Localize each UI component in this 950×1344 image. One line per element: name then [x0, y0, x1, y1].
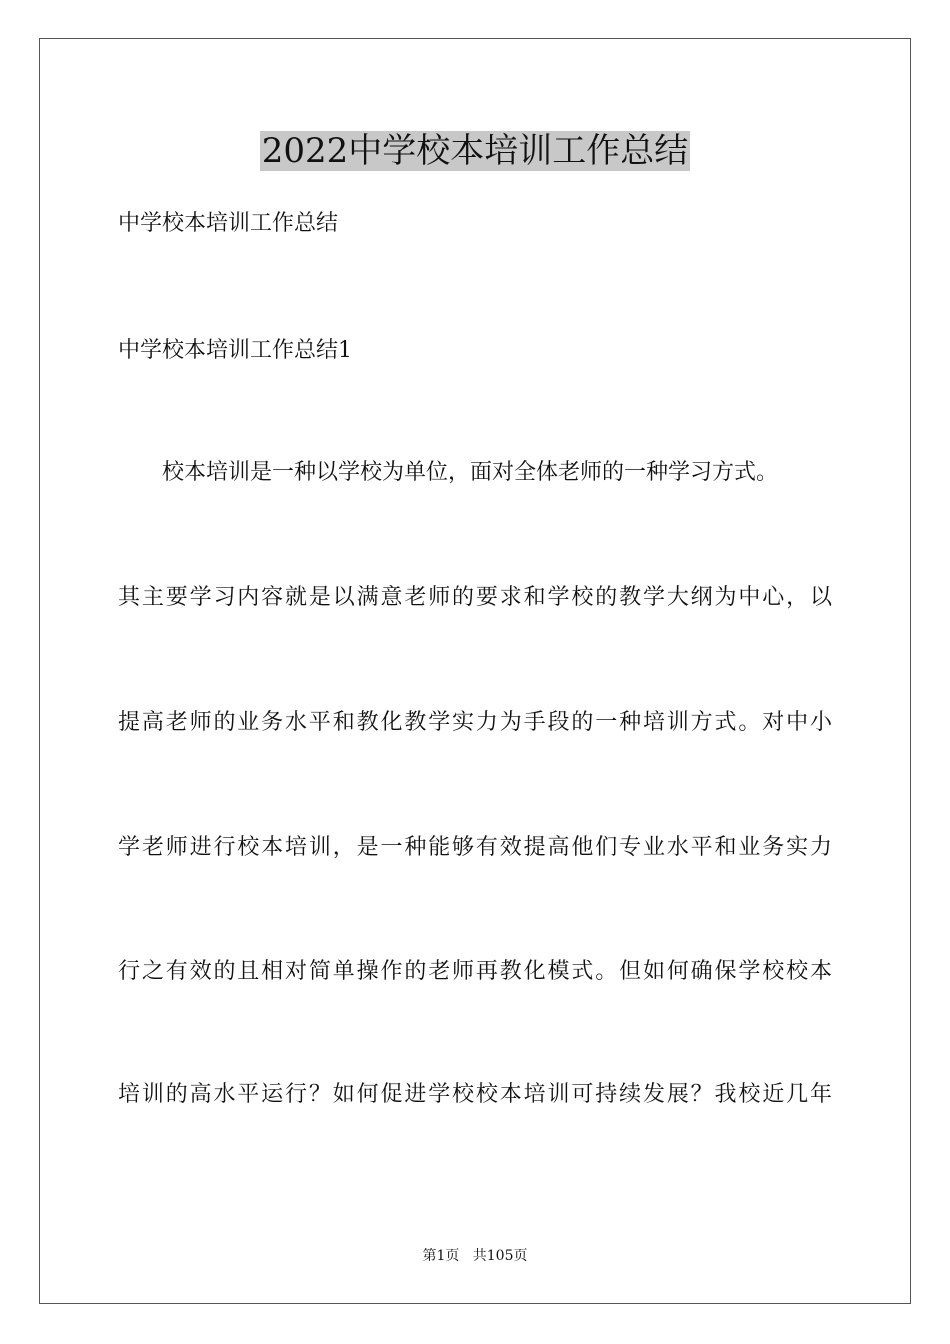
paragraph-line-3: 提高老师的业务水平和教化教学实力为手段的一种培训方式。对中小: [118, 710, 832, 735]
paragraph-line-6: 培训的高水平运行？如何促进学校校本培训可持续发展？我校近几年: [118, 1082, 832, 1107]
paragraph-line-2: 其主要学习内容就是以满意老师的要求和学校的教学大纲为中心，以: [118, 585, 832, 610]
document-subtitle: 中学校本培训工作总结: [118, 211, 339, 236]
document-title-container: [0, 126, 950, 176]
paragraph-line-4: 学老师进行校本培训，是一种能够有效提高他们专业水平和业务实力: [118, 835, 832, 860]
page-footer: 第1页 共105页: [422, 1248, 528, 1264]
document-title: 2022中学校本培训工作总结: [261, 131, 689, 171]
paragraph-line-5: 行之有效的且相对简单操作的老师再教化模式。但如何确保学校校本: [118, 959, 832, 984]
paragraph-line-1: 校本培训是一种以学校为单位，面对全体老师的一种学习方式。: [162, 460, 779, 485]
section-heading: 中学校本培训工作总结1: [118, 338, 352, 363]
